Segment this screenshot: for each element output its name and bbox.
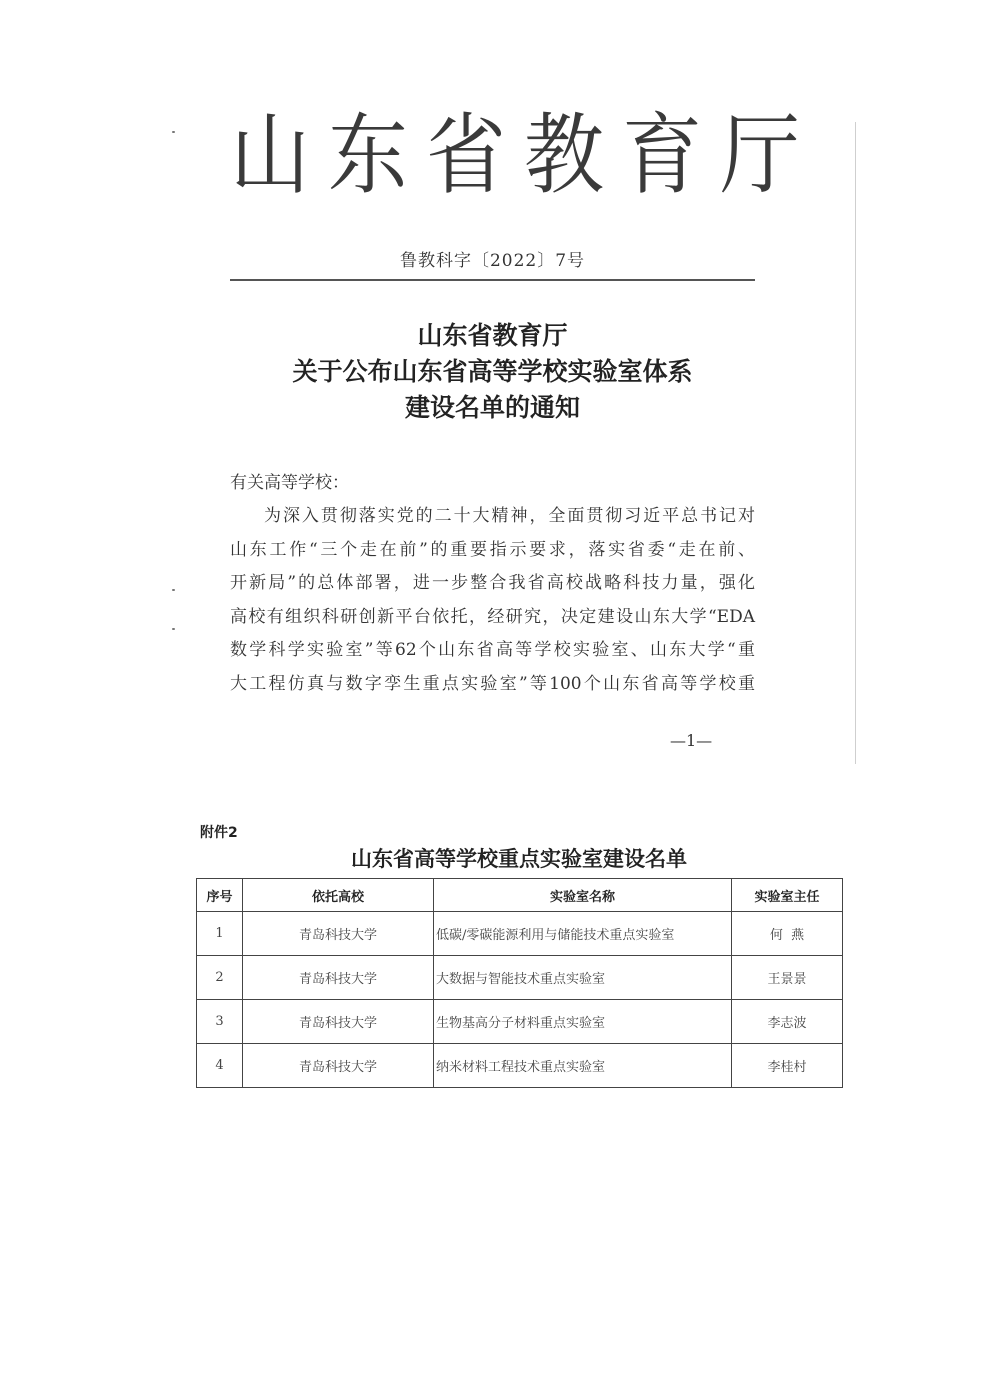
body-line: 山东工作“三个走在前”的重要指示要求，落实省委“走在前、 [230,539,755,560]
cell-index: 1 [197,912,243,956]
cell-lab-name: 大数据与智能技术重点实验室 [434,956,732,1000]
column-header-director: 实验室主任 [732,879,843,912]
cell-director: 王景景 [732,956,843,1000]
cell-lab-name: 纳米材料工程技术重点实验室 [434,1044,732,1088]
cell-university: 青岛科技大学 [243,912,434,956]
letterhead-divider [230,279,755,281]
column-header-university: 依托高校 [243,879,434,912]
body-line: 大工程仿真与数字孪生重点实验室”等100个山东省高等学校重 [230,673,755,694]
cell-lab-name: 低碳/零碳能源利用与储能技术重点实验室 [434,912,732,956]
column-header-index: 序号 [197,879,243,912]
notice-title-line: 山东省教育厅 [417,321,568,350]
scan-speck [172,628,175,630]
body-line: 为深入贯彻落实党的二十大精神，全面贯彻习近平总书记对 [264,506,755,526]
scan-speck [172,131,175,133]
letterhead-title: 山东省教育厅 [230,104,818,207]
cell-university: 青岛科技大学 [243,956,434,1000]
document-number: 鲁教科字〔2022〕7号 [399,251,586,271]
page-number: —1— [670,731,713,750]
scanned-page-edge [855,122,856,764]
cell-index: 4 [197,1044,243,1088]
notice-body [230,500,755,702]
cell-university: 青岛科技大学 [243,1000,434,1044]
cell-index: 2 [197,956,243,1000]
cell-lab-name: 生物基高分子材料重点实验室 [434,1000,732,1044]
table-row [197,1000,843,1044]
body-line: 高校有组织科研创新平台依托，经研究，决定建设山东大学“EDA [230,606,755,627]
body-line: 数学科学实验室”等62个山东省高等学校实验室、山东大学“重 [230,640,755,661]
scan-speck [172,589,175,591]
cell-director: 李桂村 [732,1044,843,1088]
table-title: 山东省高等学校重点实验室建设名单 [351,846,687,871]
salutation: 有关高等学校： [230,473,349,493]
body-line: 开新局”的总体部署，进一步整合我省高校战略科技力量，强化 [230,573,755,594]
table-row [197,912,843,956]
cell-university: 青岛科技大学 [243,1044,434,1088]
table-header-row [197,879,843,912]
table-row [197,1044,843,1088]
attachment-label: 附件2 [200,825,238,841]
cell-index: 3 [197,1000,243,1044]
table-row [197,956,843,1000]
notice-title-line: 建设名单的通知 [404,393,580,422]
notice-title-line: 关于公布山东省高等学校实验室体系 [292,357,693,386]
column-header-lab-name: 实验室名称 [434,879,732,912]
notice-title [230,318,755,426]
cell-director: 李志波 [732,1000,843,1044]
cell-director: 何 燕 [732,912,843,956]
lab-list-table [196,878,843,1088]
